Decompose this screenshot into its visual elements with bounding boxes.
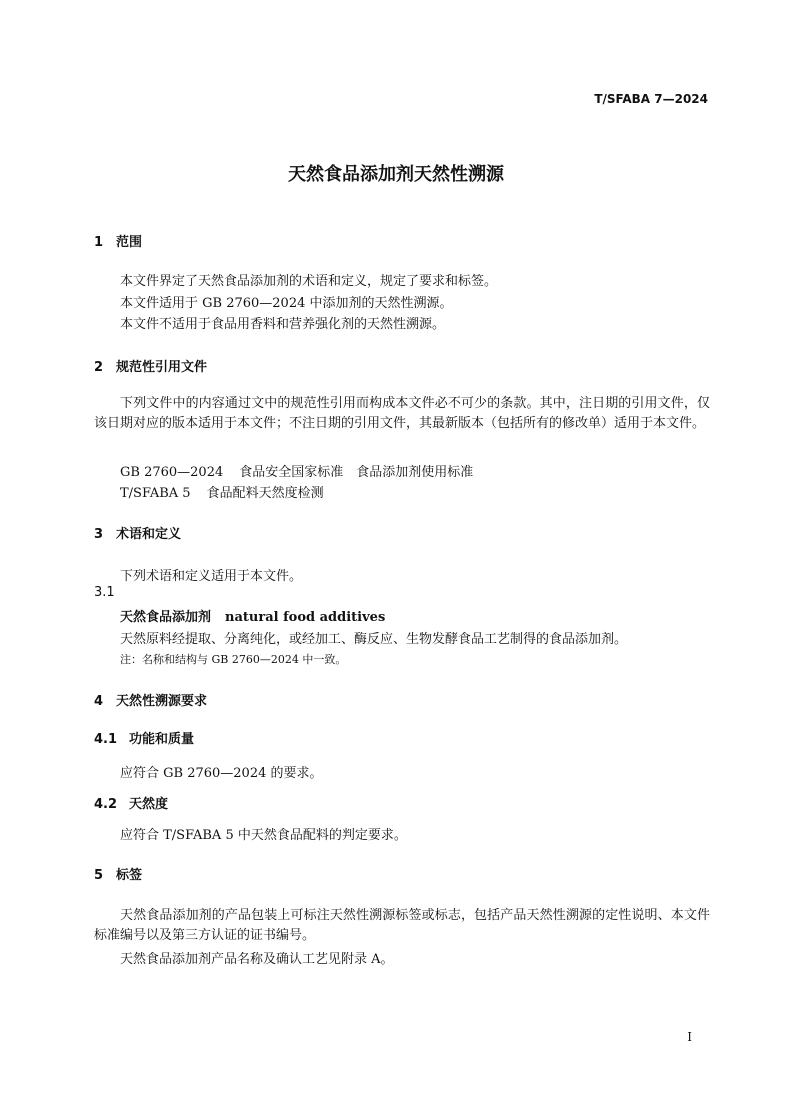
standard-number: T/SFABA 7—2024 <box>594 92 708 106</box>
term-chinese: 天然食品添加剂 <box>120 610 212 625</box>
section-title: 天然性溯源要求 <box>116 694 208 709</box>
section-5-heading <box>94 864 142 883</box>
term-entry <box>120 606 385 625</box>
scope-paragraph-2: 本文件适用于 GB 2760—2024 中添加剂的天然性溯源。 <box>120 296 453 311</box>
section-3-heading <box>94 523 181 542</box>
subsection-title: 天然度 <box>129 797 169 812</box>
naturalness-text: 应符合 T/SFABA 5 中天然食品配料的判定要求。 <box>120 828 407 843</box>
term-number: 3.1 <box>94 585 115 600</box>
reference-item-2 <box>120 482 324 501</box>
label-paragraph-1: 天然食品添加剂的产品包装上可标注天然性溯源标签或标志，包括产品天然性溯源的定性说明、本文件标准编号以及第三方认证的证书编号。 <box>94 908 710 943</box>
document-title: 天然食品添加剂天然性溯源 <box>288 164 504 185</box>
function-quality-text: 应符合 GB 2760—2024 的要求。 <box>120 766 323 781</box>
term-note: 注：名称和结构与 GB 2760—2024 中一致。 <box>120 653 347 666</box>
reference-code: GB 2760—2024 <box>120 465 224 480</box>
section-number: 4 <box>94 694 104 709</box>
section-number: 3 <box>94 527 104 542</box>
subsection-title: 功能和质量 <box>129 732 195 747</box>
terms-intro: 下列术语和定义适用于本文件。 <box>120 569 303 584</box>
subsection-4-2-heading <box>94 793 168 812</box>
section-number: 2 <box>94 360 104 375</box>
subsection-number: 4.2 <box>94 797 118 812</box>
reference-title: 食品安全国家标准 食品添加剂使用标准 <box>239 465 474 480</box>
section-number: 1 <box>94 235 104 250</box>
section-2-heading <box>94 356 207 375</box>
section-title: 术语和定义 <box>116 527 182 542</box>
section-1-heading <box>94 231 142 250</box>
reference-code: T/SFABA 5 <box>120 486 191 501</box>
scope-paragraph-1: 本文件界定了天然食品添加剂的术语和定义，规定了要求和标签。 <box>120 274 498 289</box>
section-title: 标签 <box>116 868 143 883</box>
page-number: I <box>687 1030 692 1044</box>
label-paragraph-2: 天然食品添加剂产品名称及确认工艺见附录 A。 <box>120 952 394 967</box>
subsection-4-1-heading <box>94 728 194 747</box>
scope-paragraph-3: 本文件不适用于食品用香料和营养强化剂的天然性溯源。 <box>120 317 446 332</box>
section-title: 范围 <box>116 235 143 250</box>
term-definition: 天然原料经提取、分离纯化，或经加工、酶反应、生物发酵食品工艺制得的食品添加剂。 <box>120 632 628 647</box>
term-english: natural food additives <box>225 610 386 625</box>
section-number: 5 <box>94 868 104 883</box>
subsection-number: 4.1 <box>94 732 118 747</box>
reference-item-1 <box>120 461 473 480</box>
reference-title: 食品配料天然度检测 <box>206 486 324 501</box>
normative-references-intro: 下列文件中的内容通过文中的规范性引用而构成本文件必不可少的条款。其中，注日期的引用文件，仅该日期对应的版本适用于本文件；不注日期的引用文件，其最新版本（包括所有的修改单）适用于本文件。 <box>94 396 710 431</box>
section-title: 规范性引用文件 <box>116 360 208 375</box>
section-4-heading <box>94 690 207 709</box>
